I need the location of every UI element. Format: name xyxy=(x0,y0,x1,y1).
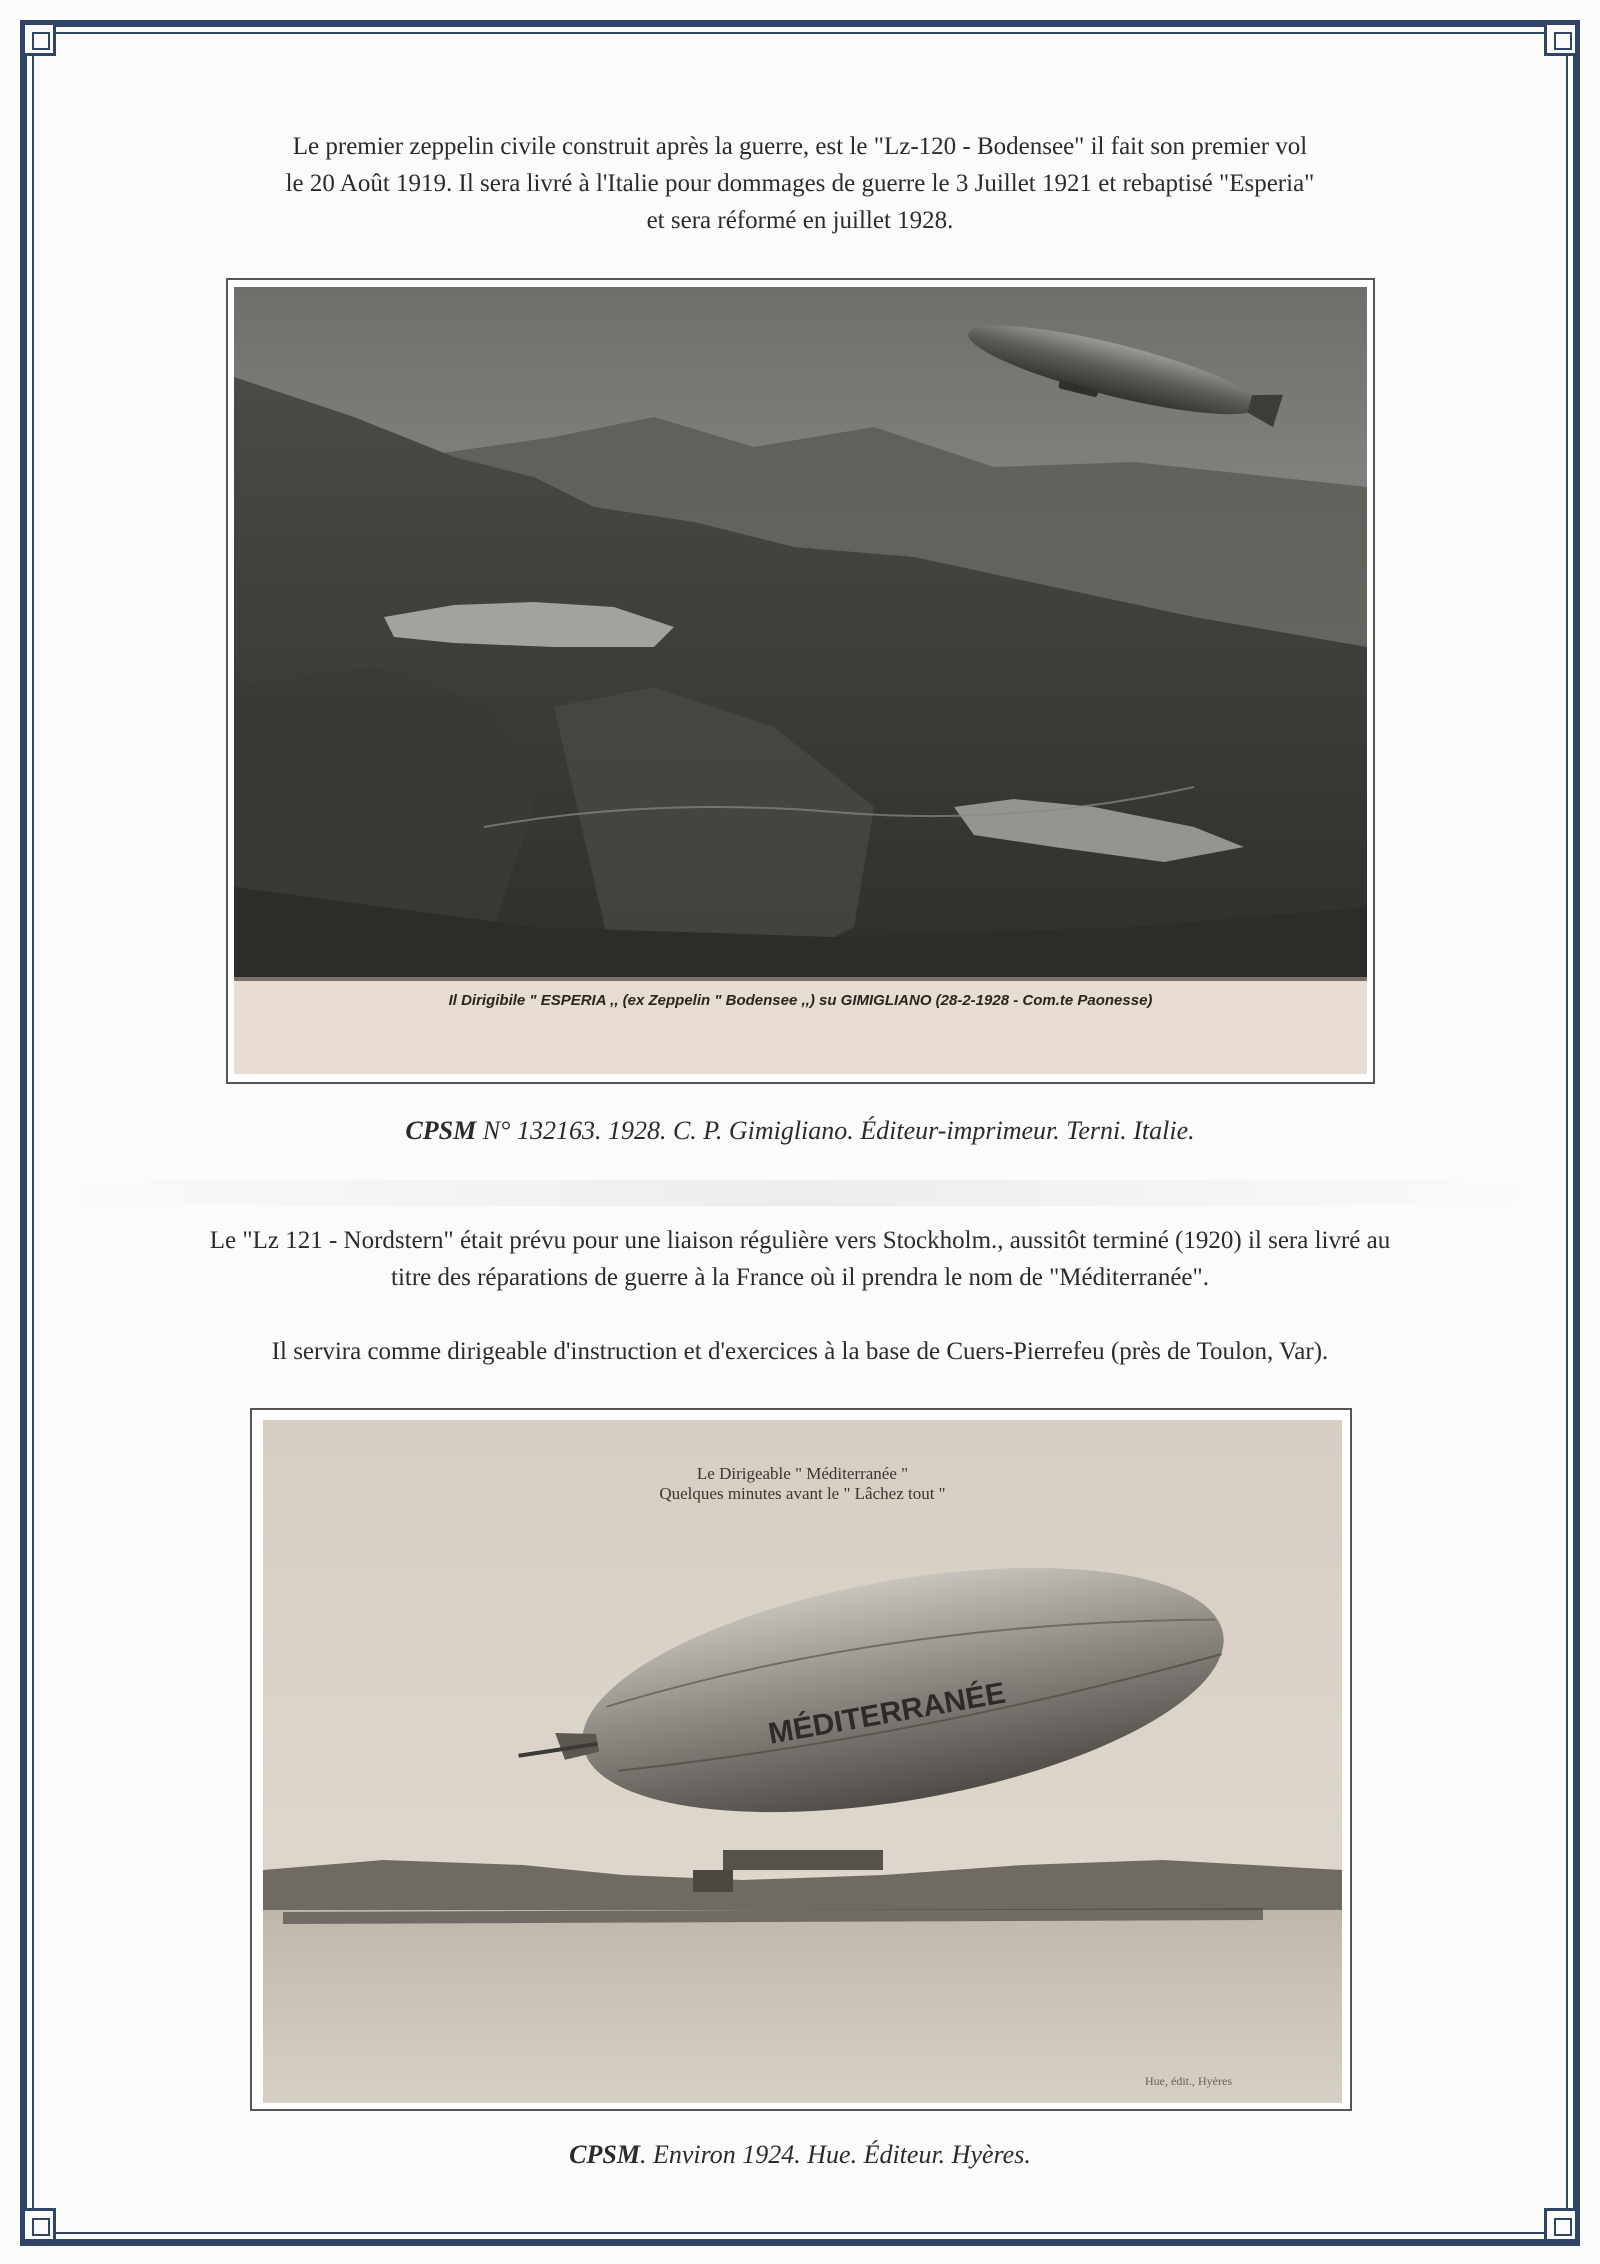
postcard-2-caption-details: . Environ 1924. Hue. Éditeur. Hyères. xyxy=(639,2140,1031,2169)
postcard-1-image xyxy=(234,287,1367,1074)
postcard-2-title-line-2: Quelques minutes avant le " Lâchez tout " xyxy=(659,1484,946,1503)
intro-paragraph xyxy=(100,128,1500,239)
postcard-2-image xyxy=(263,1420,1342,2103)
corner-ornament-bottom-right xyxy=(1544,2208,1578,2242)
postcard-1-photo xyxy=(234,287,1367,1074)
postcard-2-caption xyxy=(100,2140,1500,2170)
airship-hull-lettering: MÉDITERRANÉE xyxy=(765,1676,1008,1751)
intro-line-1: Le premier zeppelin civile construit après la guerre, est le "Lz-120 - Bodensee" il fait son premier vol xyxy=(292,133,1308,160)
postcard-2-publisher: Hue, édit., Hyères xyxy=(1145,2074,1232,2088)
postcard-2-title xyxy=(263,1464,1342,1504)
second-line-1: Le "Lz 121 - Nordstern" était prévu pour une liaison régulière vers Stockholm., aussitôt terminé (1920) il sera livré au xyxy=(209,1227,1391,1254)
postcard-1-caption xyxy=(100,1116,1500,1146)
corner-ornament-top-right xyxy=(1544,22,1578,56)
postcard-1-printed-caption: Il Dirigibile " ESPERIA ,, (ex Zeppelin " Bodensee ,,) su GIMIGLIANO (28-2-1928 - Com.te Paonesse) xyxy=(448,992,1153,1009)
postcard-1-frame xyxy=(226,278,1375,1084)
postcard-2-title-line-1: Le Dirigeable " Méditerranée " xyxy=(696,1464,909,1483)
postcard-1-caption-type: CPSM xyxy=(405,1116,477,1145)
corner-ornament-bottom-left xyxy=(22,2208,56,2242)
postcard-2-photo xyxy=(263,1420,1342,2103)
second-line-2: titre des réparations de guerre à la France où il prendra le nom de "Méditerranée". xyxy=(391,1264,1209,1291)
postcard-1-caption-details: N° 132163. 1928. C. P. Gimigliano. Éditeur-imprimeur. Terni. Italie. xyxy=(482,1116,1195,1145)
intro-line-2: le 20 Août 1919. Il sera livré à l'Italie pour dommages de guerre le 3 Juillet 1921 et rebaptisé "Esperia" xyxy=(285,170,1315,197)
postcard-2-frame xyxy=(250,1408,1352,2111)
corner-ornament-top-left xyxy=(22,22,56,56)
second-line-3: Il servira comme dirigeable d'instruction et d'exercices à la base de Cuers-Pierrefeu (près de Toulon, Var). xyxy=(271,1338,1329,1365)
intro-line-3: et sera réformé en juillet 1928. xyxy=(646,207,954,234)
second-paragraph xyxy=(70,1222,1530,1370)
postcard-2-caption-type: CPSM xyxy=(569,2140,640,2169)
faint-show-through-strip xyxy=(60,1180,1540,1206)
